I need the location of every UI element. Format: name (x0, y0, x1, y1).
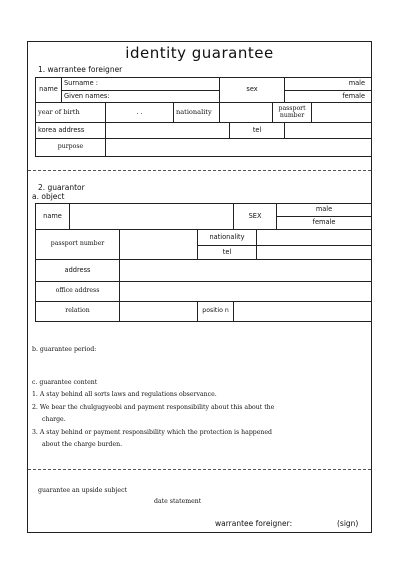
footer-subject: guarantee an upside subject (38, 487, 128, 494)
foreigner-table (35, 77, 372, 157)
content-item-2-cont: charge. (42, 416, 66, 423)
guarantor-male-option[interactable]: male (277, 204, 372, 217)
position-field[interactable] (234, 302, 372, 322)
passport-number-field[interactable] (312, 103, 372, 123)
purpose-label: purpose (36, 139, 106, 157)
office-address-field[interactable] (120, 282, 372, 302)
guarantor-name-field[interactable] (70, 204, 234, 230)
divider-2 (28, 469, 371, 470)
guarantor-nationality-field[interactable] (257, 230, 372, 246)
guarantor-nationality-label: nationality (198, 230, 257, 246)
guarantor-table (35, 203, 372, 322)
guarantor-name-label: name (36, 204, 70, 230)
tel-field[interactable] (285, 123, 372, 139)
page-title: identity guarantee (125, 44, 274, 62)
name-label: name (36, 78, 62, 103)
divider-1 (28, 170, 371, 171)
guarantor-female-option[interactable]: female (277, 217, 372, 230)
guarantor-sex-label: SEX (234, 204, 277, 230)
relation-field[interactable] (120, 302, 198, 322)
korea-address-field[interactable] (106, 123, 230, 139)
male-option[interactable]: male (285, 78, 372, 91)
sex-label: sex (220, 78, 285, 103)
section1-heading: 1. warrantee foreigner (38, 65, 123, 74)
year-of-birth-label: year of birth (36, 103, 106, 123)
foreigner-sign-label: warrantee foreigner: (215, 519, 293, 528)
content-item-1: 1. A stay behind all sorts laws and regulations observance. (32, 391, 217, 398)
section2-subheading: a. object (32, 192, 65, 201)
female-option[interactable]: female (285, 91, 372, 103)
tel-label: tel (230, 123, 285, 139)
guarantee-period: b. guarantee period: (32, 346, 97, 353)
content-item-2: 2. We bear the chulgugyeobi and payment responsibility about this about the (32, 404, 275, 411)
guarantor-tel-field[interactable] (257, 246, 372, 260)
guarantor-address-field[interactable] (120, 260, 372, 282)
guarantor-passport-field[interactable] (120, 230, 198, 260)
korea-address-label: korea address (36, 123, 106, 139)
purpose-field[interactable] (106, 139, 372, 157)
content-item-3-cont: about the charge burden. (42, 441, 123, 448)
guarantee-form (27, 41, 372, 533)
guarantor-address-label: address (36, 260, 120, 282)
surname-field[interactable]: Surname : (62, 78, 220, 91)
position-label: positio n (198, 302, 234, 322)
birth-date-field[interactable]: . . (106, 103, 174, 123)
passport-number-label: passport number (273, 103, 312, 123)
section2-heading: 2. guarantor (38, 183, 85, 192)
content-heading: c. guarantee content (32, 379, 98, 386)
content-item-3: 3. A stay behind or payment responsibility which the protection is happened (32, 429, 273, 436)
date-statement: date statement (154, 498, 202, 505)
nationality-field[interactable] (220, 103, 273, 123)
given-names-field[interactable]: Given names: (62, 91, 220, 103)
sign-field[interactable]: (sign) (337, 519, 359, 528)
relation-label: relation (36, 302, 120, 322)
guarantor-passport-label: passport number (36, 230, 120, 260)
guarantor-tel-label: tel (198, 246, 257, 260)
office-address-label: office address (36, 282, 120, 302)
nationality-label: nationality (174, 103, 220, 123)
